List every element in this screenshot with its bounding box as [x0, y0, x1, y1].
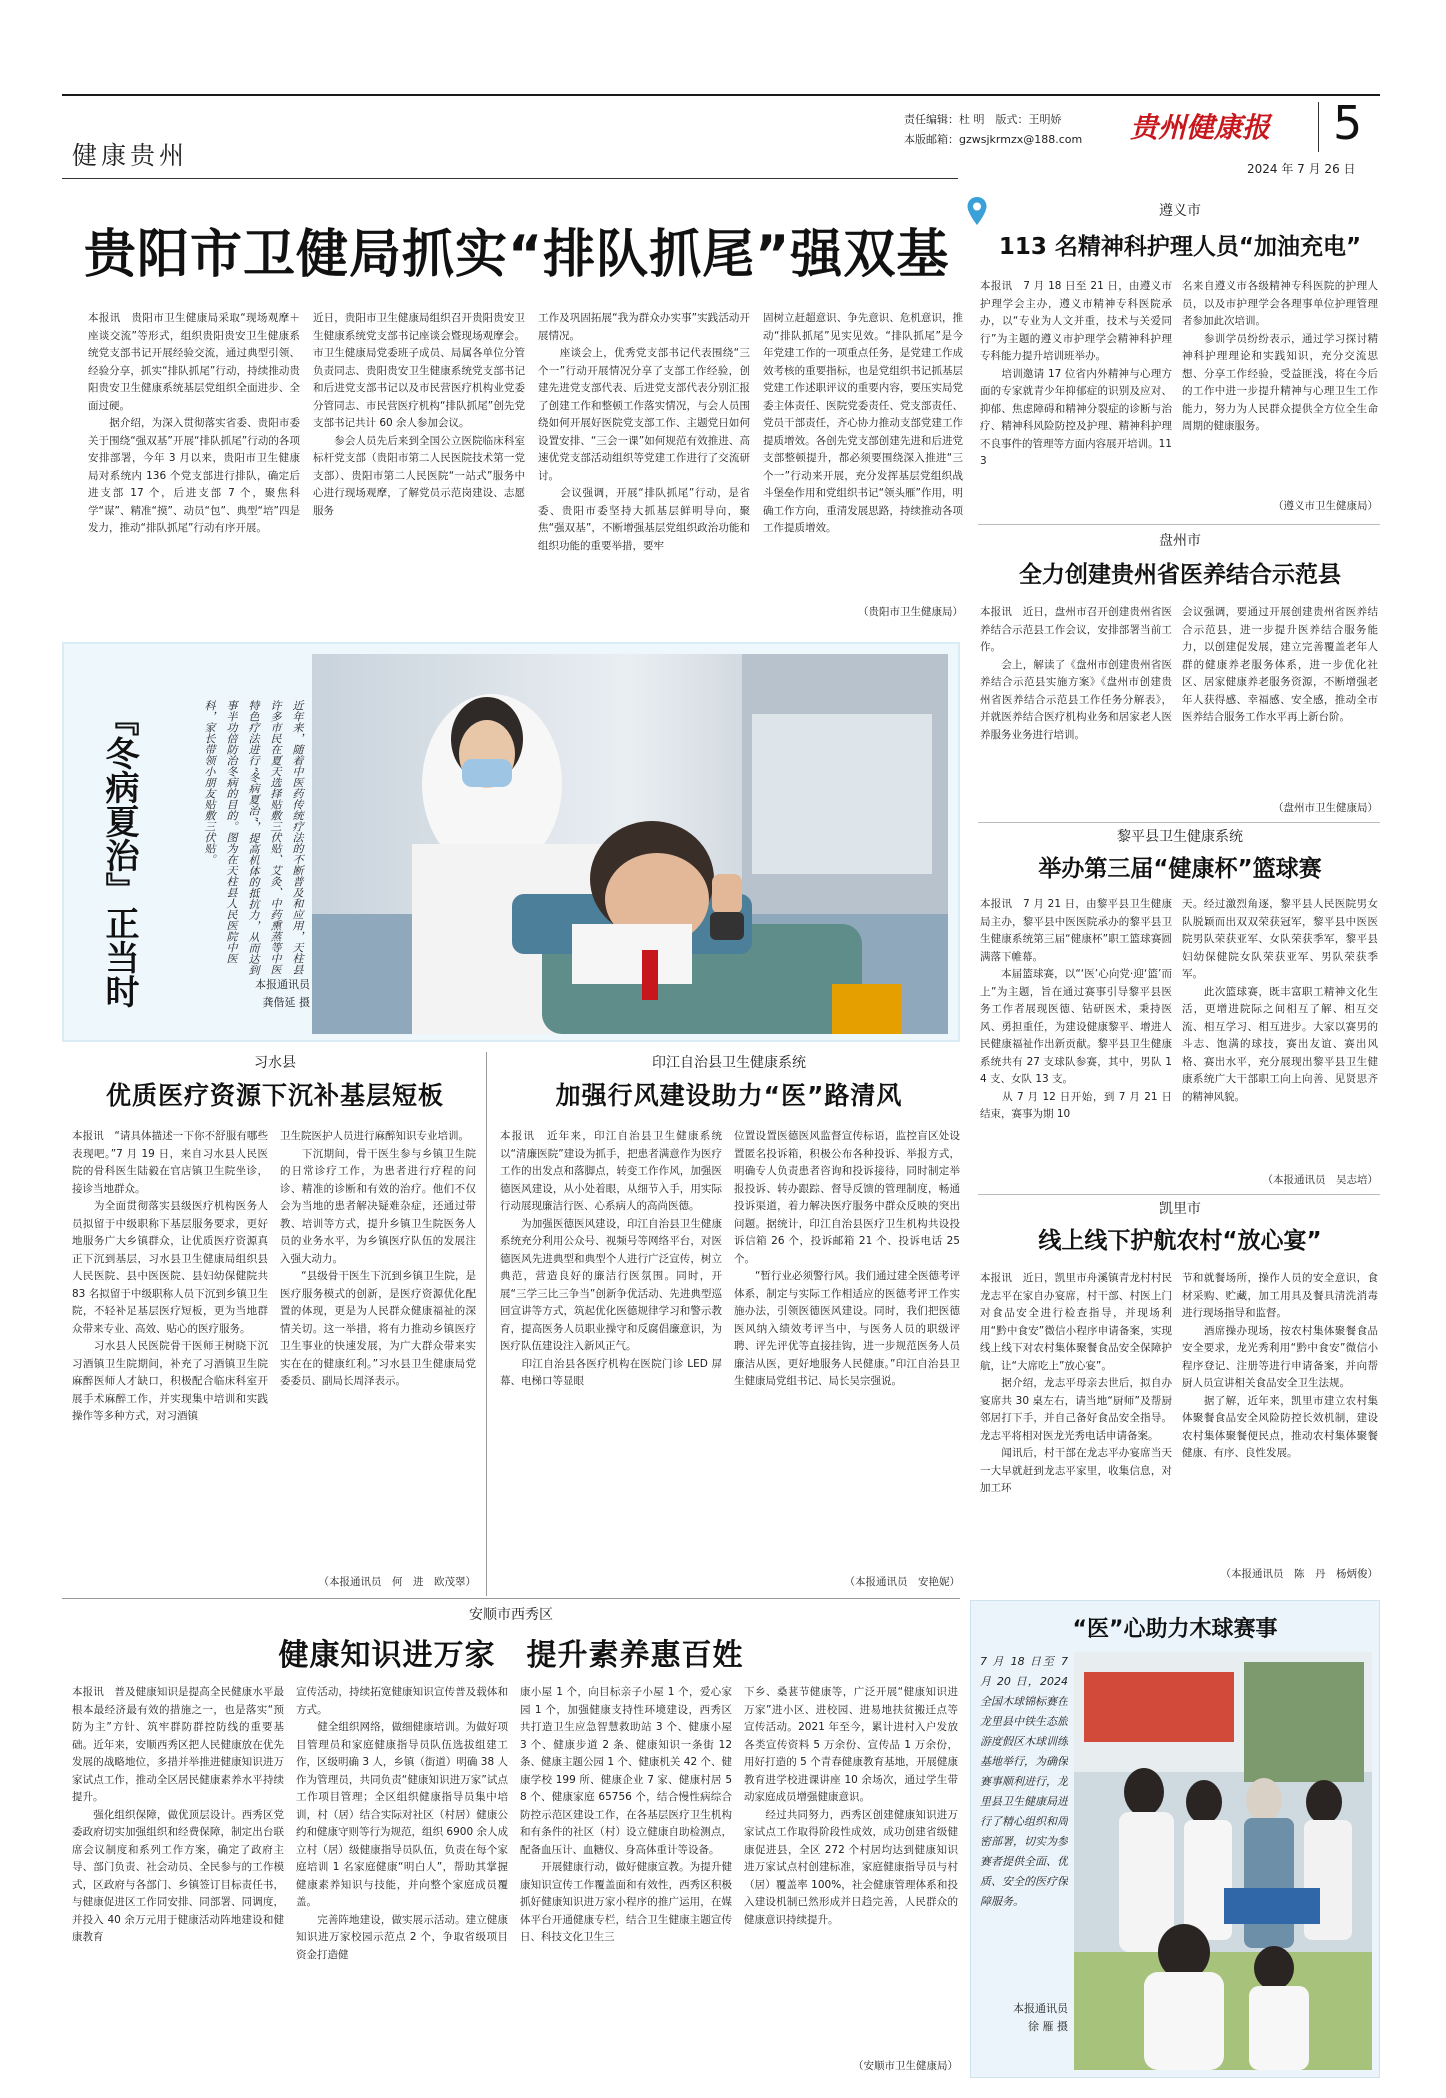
header-rule	[62, 94, 1380, 96]
zunyi-col-1: 本报讯 7 月 18 日至 21 日，由遵义市护理学会主办，遵义市精神专科医院承办，以“专业为人文并重，技术与关爱同行”为主题的遵义市护理学会精神科护理专科能力提升培训班举办。 培训邀请 17 位省内外精神与心理方面的专家就青少年抑郁症的识别及应对、抑郁、焦虑障碍和精神分裂症的诊断与治疗、精神科风险防控及护理、精神科护理不良事件的管理等方面内容展开培训。113	[980, 280, 1172, 467]
yinjiang-credit: （本报通讯员 安艳妮）	[844, 1576, 960, 1588]
mid-rule	[62, 1598, 960, 1599]
liping-col-1: 本报讯 7 月 21 日，由黎平县卫生健康局主办，黎平县中医医院承办的黎平县卫生健康系统第三届“健康杯”职工篮球赛圆满落下帷幕。 本届篮球赛，以“‘医’心向党·迎‘篮’而上”为主题，旨在通过赛事引导黎平县医务工作者展现医德、钻研医术，秉持医风、勇担重任，为建设健康黎平、增进人民健康福祉作出新贡献。黎平县卫生健康系统共有 27 支球队参赛，其中，男队 14 支、女队 13 支。 从 7 月 12 日开始，到 7 月 21 日结束，赛事为期 10	[980, 898, 1172, 1120]
xishui-headline: 优质医疗资源下沉补基层短板	[105, 1081, 444, 1110]
lead-col-3: 工作及巩固拓展“我为群众办实事”实践活动开展情况。 座谈会上，优秀党支部书记代表围绕“三个一”行动开展情况分享了支部工作经验，创建先进党支部代表、后进党支部代表分别汇报了创建工作和整顿工作落实情况，与会人员围绕如何开展好医院党支部工作、主题党日如何设置安排、“三会一课”如何规范有效推进、高速优党支部活动组织等党建工作进行了交流研讨。 会议强调，开展“排队抓尾”行动，是省委、贵阳市委坚持大抓基层鲜明导向，聚焦“强双基”，不断增强基层党组织政治功能和组织功能的重要举措，要牢	[538, 312, 750, 552]
anshun-headline: 健康知识进万家 提升素养惠百姓	[278, 1638, 744, 1673]
lead-credit: （贵阳市卫生健康局）	[858, 606, 963, 618]
lead-col-4: 固树立赶超意识、争先意识、危机意识，推动“排队抓尾”见实见效。“排队抓尾”是今年党建工作的一项重点任务，是党建工作成效考核的重要指标，也是党组织书记抓基层党建工作述职评议的重要内容，要压实局党委主体责任、医院党委责任、党支部责任、党员干部责任，齐心协力推动支部党建工作提质增效。各创先党支部创建先进和后进党支部整顿提升，都必须要围绕深入推进“三个一”行动来开展，充分发挥基层党组织战斗堡垒作用和党组织书记“领头雁”作用，明确工作方向，重清发展思路，持续推动各项工作提质增效。	[763, 312, 963, 534]
location-pin-icon	[966, 196, 988, 226]
mulan-caption: 7 月 18 日至 7 月 20 日，2024 全国木球锦标赛在龙里县中铁生态旅游度假区木球训练基地举行，为确保赛事顺利进行，龙里县卫生健康局进行了精心组织和周密部署，切实为参赛者提供全面、优质、安全的医疗保障服务。	[980, 1655, 1068, 1908]
section-label: 健康贵州	[72, 141, 189, 170]
yinjiang-col-1: 本报讯 近年来，印江自治县卫生健康系统以“清廉医院”建设为抓手，把患者满意作为医疗工作的出发点和落脚点，转变工作作风，加强医德医风建设，从小处着眼，从细节入手，用实际行动展现廉洁行医、心系病人的高尚医德。 为加强医德医风建设，印江自治县卫生健康系统充分利用公众号、视频号等网络平台，对医德医风先进典型和典型个人进行广泛宣传，树立典范，营造良好的廉洁行医氛围。同时，开展“三学三比三争当”创新争优活动、先进典型巡回宣讲等方式，筑起优化医德规律学习和警示教育，提高医务人员职业操守和反腐倡廉意识，为医疗队伍建设注入新风正气。 印江自治县各医疗机构在医院门诊 LED 屏幕、电梯口等显眼	[500, 1130, 722, 1387]
kaili-col-1: 本报讯 近日，凯里市舟溪镇青龙村村民龙志平在家自办宴席，村干部、村医上门对食品安全进行检查指导，并现场利用“黔中食安”微信小程序申请备案，实现线上线下对农村集体聚餐食品安全保障护航，让“大席吃上”放心宴”。 据介绍，龙志平母亲去世后，拟自办宴席共 30 桌左右，请当地“厨师”及帮厨邻居打下手，并自己备好食品安全指导。龙志平将相对医龙光秀电话申请备案。 闻讯后，村干部在龙志平办宴席当天一大早就赶到龙志平家里，收集信息，对加工环	[980, 1272, 1172, 1494]
kaili-region: 凯里市	[1159, 1201, 1201, 1217]
panzhou-col-1: 本报讯 近日，盘州市召开创建贵州省医养结合示范县工作会议，安排部署当前工作。 会上，解读了《盘州市创建贵州省医养结合示范县实施方案》《盘州市创建贵州省医养结合示范县工作任务分解表》，并就医养结合医疗机构业务和居家老人医养服务业务进行培训。	[980, 606, 1172, 741]
kaili-col-2: 节和就餐场所，操作人员的安全意识，食材采购、贮藏，加工用具及餐具清洗消毒进行现场指导和监督。 酒席操办现场，按农村集体聚餐食品安全要求，龙光秀利用“黔中食安”微信小程序登记、注册等进行申请备案，并向帮厨人员宣讲相关食品安全卫生法规。 据了解，近年来，凯里市建立农村集体聚餐食品安全风险防控长效机制，建设农村集体聚餐便民点，推动农村集体聚餐健康、有序、良性发展。	[1182, 1272, 1378, 1459]
zunyi-rule	[978, 524, 1380, 525]
panzhou-rule	[978, 822, 1380, 823]
kaili-headline: 线上线下护航农村“放心宴”	[1038, 1228, 1322, 1254]
panzhou-region: 盘州市	[1159, 533, 1201, 549]
email-line: 本版邮箱：gzwsjkrmzx@188.com	[904, 133, 1083, 146]
panzhou-col-2: 会议强调，要通过开展创建贵州省医养结合示范县，进一步提升医养结合服务能力，以创建促发展，建立完善覆盖老年人群的健康养老服务体系，进一步优化社区、居家健康养老服务资源，不断增强老年人获得感、幸福感、安全感，推动全市医养结合服务工作水平再上新台阶。	[1182, 606, 1378, 723]
xishui-region: 习水县	[254, 1055, 296, 1071]
photo-feature-credit: 本报通讯员 龚偕延 摄	[255, 978, 310, 1009]
anshun-col-1: 本报讯 普及健康知识是提高全民健康水平最根本最经济最有效的措施之一，也是落实“预防为主”方针、筑牢群防群控防线的重要基础。近年来，安顺西秀区把人民健康放在优先发展的战略地位，多措并举推进健康知识进万家试点工作，推动全区居民健康素养水平持续提升。 强化组织保障，做优顶层设计。西秀区党委政府切实加强组织和经费保障，制定出台联席会议制度和系列工作方案，确定了政府主导、部门负责、社会动员、全民参与的工作模式，区政府与各部门、乡镇签订目标责任书，与健康促进区工作同安排、同部署、同调度，并投入 40 余万元用于健康活动阵地建设和健康教育	[72, 1686, 284, 1943]
panzhou-credit: （盘州市卫生健康局）	[1273, 802, 1378, 814]
liping-region: 黎平县卫生健康系统	[1117, 829, 1243, 845]
editor-line: 责任编辑：杜 明 版式：王明娇	[904, 113, 1062, 126]
section-rule	[62, 178, 958, 179]
liping-col-2: 天。经过激烈角逐，黎平县人民医院男女队脱颖而出双双荣获冠军，黎平县中医医院男队荣获亚军、女队荣获季军，黎平县妇幼保健院女队荣获亚军、男队荣获季军。 此次篮球赛，既丰富职工精神文化生活，更增进院际之间相互了解、相互交流、相互学习、相互进步。大家以赛男的斗志、饱满的球技，赛出友谊、赛出风格、赛出水平，充分展现出黎平县卫生健康系统广大干部职工向上向善、见贤思齐的精神风貌。	[1182, 898, 1378, 1103]
xishui-credit: （本报通讯员 何 进 欧茂翠）	[318, 1576, 476, 1588]
photo-children-sanfu	[312, 654, 948, 1034]
lead-col-2: 近日，贵阳市卫生健康局组织召开贵阳贵安卫生健康系统党支部书记座谈会暨现场观摩会。市卫生健康局党委班子成员、局属各单位分管负责同志、贵阳贵安卫生健康系统党支部书记和后进党支部书记以及市民营医疗机构业党委分管同志、市民营医疗机构“排队抓尾”创先党支部书记共计 60 余人参加会议。 参会人员先后来到全国公立医院临床科室标杆党支部（贵阳市第二人民医院技术第一党支部）、贵阳市第二人民医院“一站式”服务中心进行现场观摩，了解党员示范岗建设、志愿服务	[313, 312, 525, 517]
yinjiang-col-2: 位置设置医德医风监督宣传标语，监控盲区处设置匿名投诉箱，积极公布各种投诉、举报方式，明确专人负责患者咨询和投诉接待，同时制定举报投诉、转办跟踪、督导反馈的管理制度，畅通投诉渠道，着力解决医疗服务中群众反映的突出问题。据统计，印江自治县医疗卫生机构共设投诉信箱 26 个，投诉邮箱 21 个、投诉电话 25 个。 “暂行业必须警行风。我们通过建全医德考评体系，制定与实际工作相适应的医德考评工作实施办法，引领医德医风建设。同时，我们把医德医风纳入绩效考评当中，与医务人员的职级评聘、评先评优等直接挂钩，进一步规范医务人员廉洁从医，更好地服务人民健康。”印江自治县卫生健康局党组书记、局长吴宗强说。	[734, 1130, 960, 1387]
zunyi-credit: （遵义市卫生健康局）	[1273, 500, 1378, 512]
xishui-divider	[486, 1052, 487, 1596]
yinjiang-region: 印江自治县卫生健康系统	[652, 1055, 806, 1071]
mulan-headline: “医”心助力木球赛事	[1072, 1617, 1278, 1642]
photo-feature-caption: 近年来，随着中医药传统疗法的不断普及和应用，天柱县许多市民在夏天选择贴敷三伏贴、艾灸、中药熏蒸等中医特色疗法进行“冬病夏治”，提高机体的抵抗力，从而达到事半功倍防治冬病的目的。图为在天柱县人民医院中医科，家长带领小朋友贴敷三伏贴。	[203, 700, 304, 976]
kaili-credit: （本报通讯员 陈 丹 杨炳俊）	[1220, 1568, 1378, 1580]
liping-rule	[978, 1194, 1380, 1195]
paper-name-logo: 贵州健康报	[1130, 111, 1271, 144]
xishui-col-2: 卫生院医护人员进行麻醉知识专业培训。 下沉期间，骨干医生参与乡镇卫生院的日常诊疗工作，为患者进行疗程的问诊、精准的诊断和有效的治疗。他们不仅会为当地的患者解决疑难杂症，还通过带教、培训等方式，提升乡镇卫生院医务人员的业务水平，为乡镇医疗队伍的发展注入强大动力。 “县级骨干医生下沉到乡镇卫生院，是医疗服务模式的创新，是医疗资源优化配置的体现，更是为人民群众健康福祉的深情关切。这一举措，将有力推动乡镇医疗卫生事业的快速发展，为广大群众带来实实在在的健康红利。”习水县卫生健康局党委委员、副局长周泽表示。	[280, 1130, 476, 1387]
panzhou-headline: 全力创建贵州省医养结合示范县	[1019, 562, 1341, 588]
issue-date: 2024 年 7 月 26 日	[1247, 162, 1356, 176]
anshun-region: 安顺市西秀区	[469, 1607, 553, 1623]
anshun-col-2: 宣传活动，持续拓宽健康知识宣传普及载体和方式。 健全组织网络，做细健康培训。为做好项目管理员和家庭健康指导员队伍选拔组建工作，区级明确 3 人，乡镇（街道）明确 38 人作为管理员，共同负责“健康知识进万家”试点工作项目管理；全区组织健康指导员集中培训，村（居）结合实际对社区（村居）健康公约和健康守则等行为规范，组织 6900 余人成立村（居）级健康指导员队伍，负责在每个家庭培训 1 名家庭健康“明白人”，帮助其掌握健康素养知识与技能，并向整个家庭成员覆盖。 完善阵地建设，做实展示活动。建立健康知识进万家校园示范点 2 个，争取省级项目资金打造健	[296, 1686, 508, 1961]
zunyi-headline: 113 名精神科护理人员“加油充电”	[998, 234, 1362, 260]
lead-col-1: 本报讯 贵阳市卫生健康局采取“现场观摩＋座谈交流”等形式，组织贵阳贵安卫生健康系统党支部书记开展经验交流，通过典型引领、经验分享，抓实“排队抓尾”行动，持续推动贵阳贵安卫生健康系统基层党组织全面进步、全面过硬。 据介绍，为深入贯彻落实省委、贵阳市委关于围绕“强双基”开展“排队抓尾”行动的各项安排部署，今年 3 月以来，贵阳市卫生健康局对系统内 136 个党支部进行排队，确定后进支部 17 个，后进支部 7 个，聚焦科学“谋”、精准“摸”、动员“包”、典型“培”四是发力，推动“排队抓尾”行动有序开展。	[88, 312, 300, 534]
liping-headline: 举办第三届“健康杯”篮球赛	[1038, 856, 1322, 882]
xishui-col-1: 本报讯 “请具体描述一下你不舒服有哪些表现吧。”7 月 19 日，来自习水县人民医院的骨科医生陆毅在官店镇卫生院坐诊，接诊当地群众。 为全面贯彻落实县级医疗机构医务人员拟留于中级职称下基层服务要求，更好地服务广大乡镇群众，让优质医疗资源真正下沉到基层，习水县卫生健康局组织县人民医院、县中医医院、县妇幼保健院共 83 名拟留于中级职称人员下沉到乡镇卫生院，不轻补足基层医疗短板，更为当地群众带来专业、高效、贴心的医疗服务。 习水县人民医院骨干医师王树晓下沉习酒镇卫生院期间，补充了习酒镇卫生院麻醉医师人才缺口，积极配合临床科室开展手术麻醉工作，并实现集中培训和实践操作等多种方式，对习酒镇	[72, 1130, 268, 1422]
zunyi-region: 遵义市	[1159, 203, 1201, 219]
lead-headline: 贵阳市卫健局抓实“排队抓尾”强双基	[84, 225, 950, 285]
header-divider	[1318, 102, 1319, 152]
mulan-credit: 本报通讯员 徐 雁 摄	[1013, 2002, 1068, 2033]
photo-feature-heading: 『冬病夏治』正当时	[99, 702, 139, 1008]
anshun-col-3: 康小屋 1 个，向目标亲子小屋 1 个，爱心家园 1 个，加强健康支持性环境建设，西秀区共打造卫生应急智慧救助站 3 个、健康小屋 3 个、健康步道 2 条、健康知识一条街 12 条、健康主题公园 1 个、健康机关 42 个、健康学校 199 所、健康企业 7 家、健康村居 58 个、健康家庭 65756 个，结合慢性病综合防控示范区建设工作，在各基层医疗卫生机构和有条件的社区（村）设立健康自助检测点，配备血压计、血糖仪、身高体重计等设备。 开展健康行动，做好健康宣教。为提升健康知识宣传工作覆盖面和有效性，西秀区积极抓好健康知识进万家小程序的推广运用，在媒体平台开通健康专栏，结合卫生健康主题宣传日、科技文化卫生三	[520, 1686, 732, 1943]
anshun-credit: （安顺市卫生健康局）	[853, 2060, 958, 2072]
liping-credit: （本报通讯员 吴志培）	[1262, 1174, 1378, 1186]
photo-mulan-medical-team	[1074, 1652, 1372, 2070]
anshun-col-4: 下乡、桑葚节健康等，广泛开展“健康知识进万家”进小区、进校园、进易地扶贫搬迁点等宣传活动。2021 年至今，累计进村入户发放各类宣传资料 5 万余份、宣传品 1 万余份，用好打造的 5 个青春健康教育基地，开展健康教育进学校进课讲座 10 余场次，通过学生带动家庭成员增强健康意识。 经过共同努力，西秀区创建健康知识进万家试点工作取得阶段性成效，成功创建省级健康促进县，全区 272 个村居均达到健康知识进万家试点村创建标准，家庭健康指导员与村（居）覆盖率 100%，社会健康管理体系和投入建设机制已然形成并日趋完善，人民群众的健康意识持续提升。	[744, 1686, 958, 1926]
zunyi-col-2: 名来自遵义市各级精神专科医院的护理人员，以及市护理学会各理事单位护理管理者参加此次培训。 参训学员纷纷表示，通过学习探讨精神科护理理论和实践知识，充分交流思想、分享工作经验，受益匪浅，将在今后的工作中进一步提升精神与心理卫生工作能力，努力为人民群众提供全方位全生命周期的健康服务。	[1182, 280, 1378, 432]
page-number: 5	[1333, 96, 1363, 150]
yinjiang-headline: 加强行风建设助力“医”路清风	[555, 1081, 903, 1110]
